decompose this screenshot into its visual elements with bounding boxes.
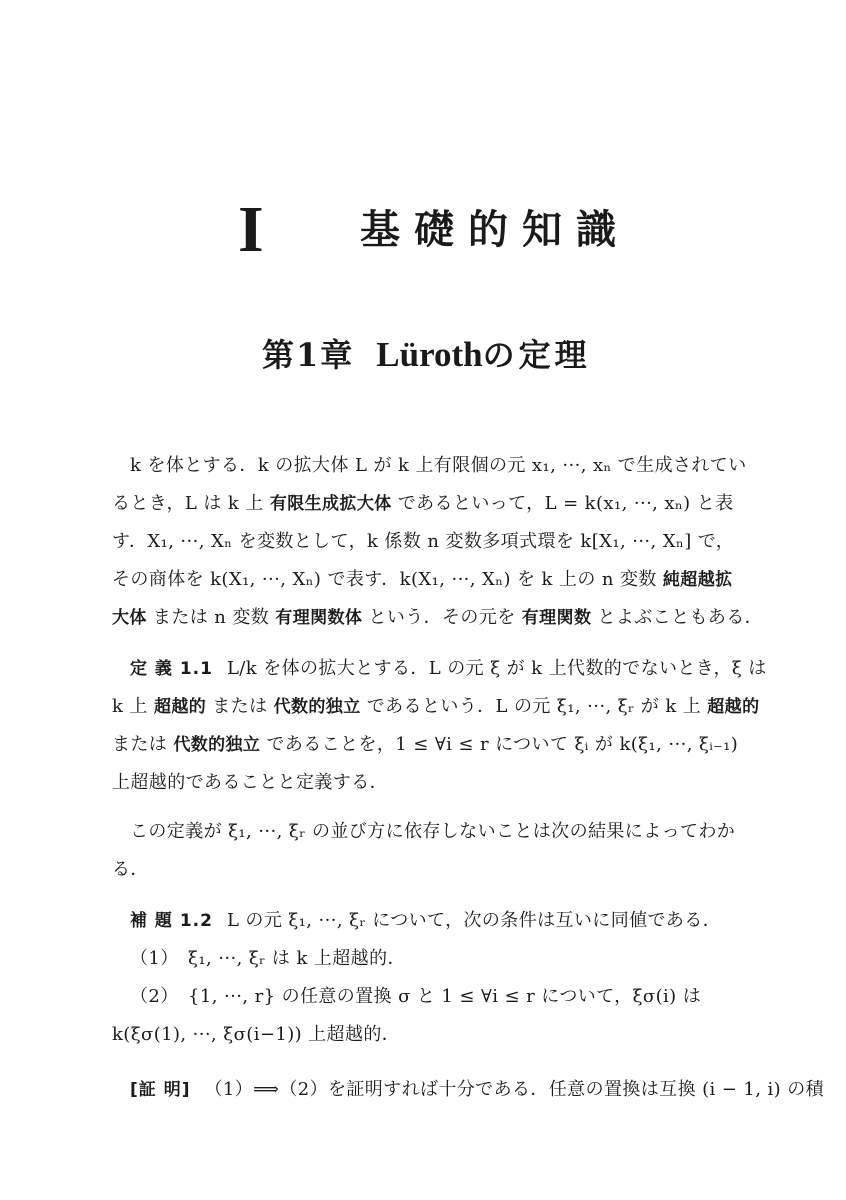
text-span: または: [206, 696, 274, 717]
definition-line-1: [112, 650, 767, 688]
part-heading: [0, 185, 846, 275]
text-span: とよぶこともある．: [591, 607, 764, 628]
term-rational-function: 有理関数: [521, 608, 592, 628]
intro-line-2: [112, 485, 752, 523]
text-span: であることを，1 ≤ ∀i ≤ r について ξᵢ が k(ξ₁, ···, ξᵢ₋₁): [260, 734, 739, 755]
term-rational-function-field: 有理関数体: [275, 608, 363, 628]
term-purely-transcendental: 純超越拡: [662, 570, 733, 590]
term-algebraically-independent: 代数的独立: [173, 735, 261, 755]
lemma-label: 補 題 1.2: [130, 911, 213, 931]
intro-line-5: [112, 599, 764, 637]
term-transcendental: 超越的: [707, 697, 760, 717]
text-span: という．その元を: [362, 607, 522, 628]
text-span: であるという．L の元 ξ₁, ···, ξᵣ が k 上: [360, 696, 708, 717]
lemma-condition-1: （1） ξ₁, ···, ξᵣ は k 上超越的．: [130, 948, 406, 969]
chapter-label: 第1章: [262, 336, 355, 374]
part-title: 基礎的知識: [360, 206, 630, 253]
proof-block: [112, 1071, 824, 1109]
intro-line-3: す．X₁, ···, Xₙ を変数として，k 係数 n 変数多項式環を k[X₁, ···, Xₙ] で，: [112, 531, 735, 552]
part-numeral: I: [238, 193, 264, 266]
text-span: k 上: [112, 696, 154, 717]
intro-line-1: k を体とする．k の拡大体 L が k 上有限個の元 x₁, ···, xₙ で生成されてい: [130, 455, 747, 476]
text-span: L の元 ξ₁, ···, ξᵣ について，次の条件は互いに同値である．: [226, 910, 722, 931]
remark-paragraph: [112, 813, 752, 889]
definition-block: [112, 650, 767, 802]
definition-label: 定 義 1.1: [130, 659, 213, 679]
definition-line-3: [112, 726, 752, 764]
term-finitely-generated: 有限生成拡大体: [269, 494, 392, 514]
intro-line-4: [112, 561, 752, 599]
text-span: （1）⟹（2）を証明すれば十分である．任意の置換は互換 (i − 1, i) の積: [204, 1079, 824, 1100]
definition-line-4: 上超越的であることと定義する．: [112, 772, 388, 793]
chapter-title: [262, 330, 682, 380]
remark-line-1: この定義が ξ₁, ···, ξᵣ の並び方に依存しないことは次の結果によってわか: [130, 821, 736, 842]
definition-line-2: [112, 688, 760, 726]
text-span: L/k を体の拡大とする．L の元 ξ が k 上代数的でないとき，ξ は: [226, 658, 767, 679]
term-algebraically-independent: 代数的独立: [273, 697, 361, 717]
text-span: または: [112, 734, 174, 755]
chapter-suffix: の定理: [482, 336, 591, 374]
lemma-line-1: [112, 902, 752, 940]
intro-paragraph: [112, 447, 764, 637]
remark-line-2: る．: [112, 859, 149, 880]
lemma-condition-2: （2） {1, ···, r} の任意の置換 σ と 1 ≤ ∀i ≤ r について，ξσ(i) は: [130, 986, 702, 1007]
proof-label: [証 明]: [130, 1080, 191, 1100]
lemma-condition-2-cont: k(ξσ(1), ···, ξσ(i−1)) 上超越的．: [112, 1024, 401, 1045]
term-purely-transcendental-cont: 大体: [112, 608, 147, 628]
text-span: るとき，L は k 上: [112, 493, 270, 514]
text-span: または n 変数: [146, 607, 276, 628]
proof-line-1: [112, 1071, 824, 1109]
text-span: その商体を k(X₁, ···, Xₙ) で表す．k(X₁, ···, Xₙ) を k 上の n 変数: [112, 569, 663, 590]
text-span: であるといって，L = k(x₁, ···, xₙ) と表: [391, 493, 734, 514]
chapter-name: Lüroth: [376, 335, 483, 374]
lemma-block: [112, 902, 752, 1054]
term-transcendental: 超越的: [153, 697, 207, 717]
